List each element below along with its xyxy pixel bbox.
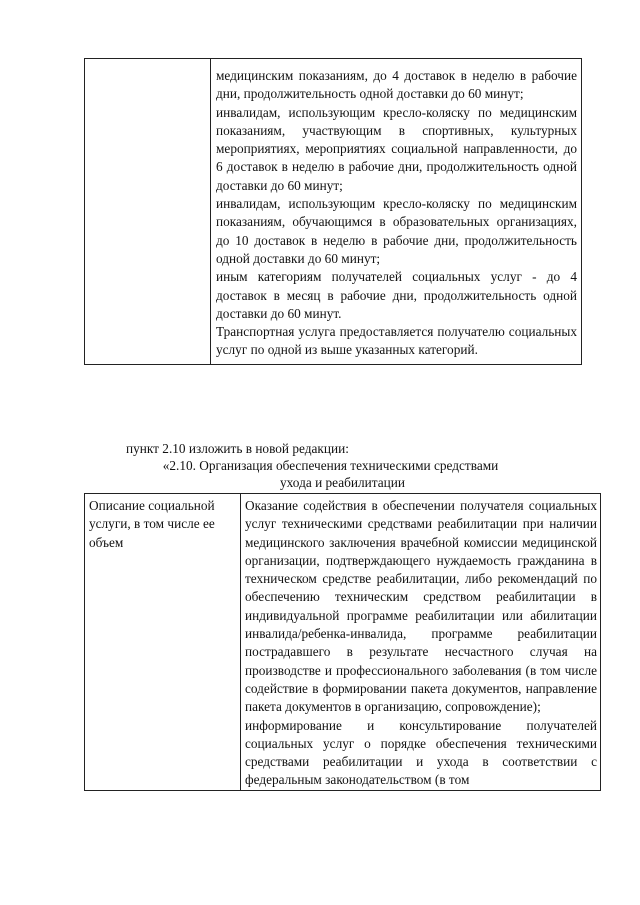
delivery-paragraph-4: иным категориям получателей социальных услуг - до 4 доставок в месяц в рабочие дни, продолжительность одной доставки до 60 минут.	[216, 269, 577, 321]
table-left-cell-empty	[85, 59, 211, 365]
service-description-label: Описание социальной услуги, в том числе ее объем	[85, 494, 241, 791]
description-paragraph-2: информирование и консультирование получателей социальных услуг о порядке обеспечения техническими средствами реабилитации и ухода в соответствии с федеральным законодательством (в том	[245, 717, 597, 788]
section-heading-line-1: «2.10. Организация обеспечения техническими средствами	[162, 458, 499, 473]
clause-instruction: пункт 2.10 изложить в новой редакции:	[126, 441, 349, 456]
section-heading-line-2: ухода и реабилитации	[280, 475, 405, 490]
service-table-continuation	[84, 58, 582, 365]
delivery-paragraph-3: инвалидам, использующим кресло-коляску по медицинским показаниям, обучающимся в образовательных организациях, до 10 доставок в неделю в рабочие дни, продолжительность одной доставки до 60 минут;	[216, 196, 577, 266]
service-description-cell	[241, 494, 601, 791]
delivery-paragraph-2: инвалидам, использующим кресло-коляску по медицинским показаниям, участвующим в спортивных, культурных мероприятиях, мероприятиях социальной направленности, до 6 доставок в неделю в рабочие дни, продолжительность одной доставки до 60 минут;	[216, 104, 577, 193]
service-description-table	[84, 493, 601, 791]
description-paragraph-1: Оказание содействия в обеспечении получателя социальных услуг техническими средствами реабилитации при наличии медицинского заключения врачебной комиссии медицинской организации, подтверждающего нуждаемость гражданина в техническом средстве реабилитации, либо рекомендаций по обеспечению техническим средством реабилитации в индивидуальной программе реабилитации или абилитации инвалида/ребенка-инвалида, программе реабилитации пострадавшего в результате несчастного случая на производстве и профессионального заболевания (в том числе содействие в формировании пакета документов, направление пакета документов в организацию, сопровождение);	[245, 498, 597, 715]
table-right-cell	[211, 59, 582, 365]
delivery-paragraph-1: медицинским показаниям, до 4 доставок в неделю в рабочие дни, продолжительность одной доставки до 60 минут;	[216, 68, 577, 102]
delivery-paragraph-5: Транспортная услуга предоставляется получателю социальных услуг по одной из выше указанных категорий.	[216, 324, 577, 358]
